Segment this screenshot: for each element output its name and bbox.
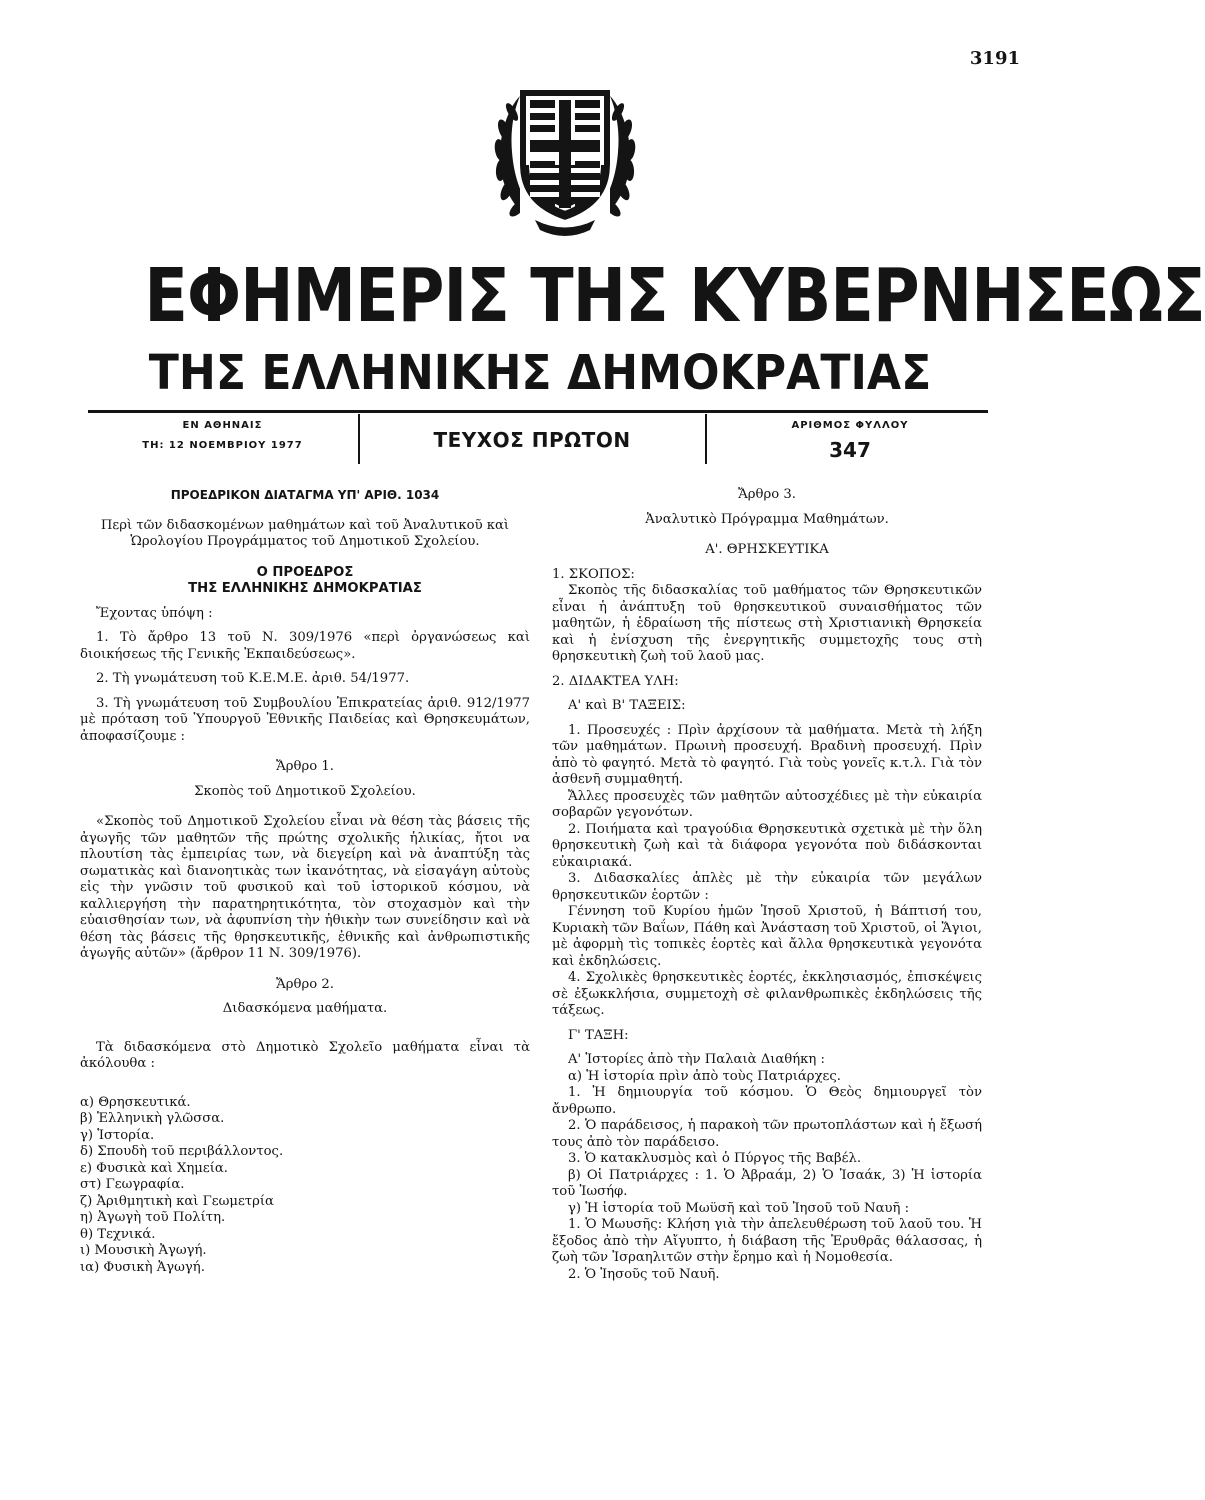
- ab-item-3b: Γέννηση τοῦ Κυρίου ἡμῶν Ἰησοῦ Χριστοῦ, ἡ Βάπτισή του, Κυριακὴ τῶν Βαΐων, Πάθη καὶ Ἀνάσταση τοῦ Χριστοῦ, οἱ Ἅγιοι, μὲ ἀφορμὴ τὶς τοπικὲς ἑορτὲς καὶ ἄλλα θρησκευτικὰ γεγονότα καὶ ἐκδηλώσεις.: [552, 904, 982, 969]
- list-item: θ) Τεχνικά.: [80, 1226, 156, 1242]
- c-item-a2: 2. Ὁ παράδεισος, ἡ παρακοὴ τῶν πρωτοπλάστων καὶ ἡ ἔξωσή τους ἀπὸ τὸν παράδεισο.: [552, 1118, 982, 1150]
- class-c-heading: Γ' ΤΑΞΗ:: [568, 1027, 629, 1043]
- considering-item-1: 1. Τὸ ἄρθρο 13 τοῦ Ν. 309/1976 «περὶ ὀργανώσεως καὶ διοικήσεως τῆς Γενικῆς Ἐκπαιδεύσεως».: [80, 630, 530, 662]
- ab-item-2: 2. Ποιήματα καὶ τραγούδια Θρησκευτικὰ σχετικὰ μὲ τὴν ὅλη θρησκευτικὴ ζωὴ καὶ τὰ διάφορα γεγονότα ποὺ διδάσκονται εὐκαιριακά.: [552, 821, 982, 870]
- c-intro: Α' Ἱστορίες ἀπὸ τὴν Παλαιὰ Διαθήκη :: [568, 1052, 825, 1067]
- c-item-a1: 1. Ἡ δημιουργία τοῦ κόσμου. Ὁ Θεὸς δημιουργεῖ τὸν ἄνθρωπο.: [552, 1085, 982, 1117]
- purpose-text: Σκοπὸς τῆς διδασκαλίας τοῦ μαθήματος τῶν Θρησκευτικῶν εἶναι ἡ ἀνάπτυξη τοῦ θρησκευτικοῦ συναισθήματος τῶν μαθητῶν, ἡ ἑδραίωση τῆς πίστεως στὴ Χριστιανικὴ Θρησκεία καὶ ἡ ἐνίσχυση τῆς ἐνεργητικῆς συμμετοχῆς τους στὴ θρησκευτικὴ ζωὴ τοῦ λαοῦ μας.: [552, 583, 982, 664]
- header-divider: [705, 414, 707, 464]
- header-divider: [358, 414, 360, 464]
- decree-title: ΠΡΟΕΔΡΙΚΟΝ ΔΙΑΤΑΓΜΑ ΥΠ' ΑΡΙΘ. 1034: [170, 488, 440, 502]
- article-3-heading: Ἄρθρο 3.: [738, 487, 796, 502]
- classes-ab-heading: Α' καὶ Β' ΤΑΞΕΙΣ:: [568, 698, 686, 713]
- article-2-title: Διδασκόμενα μαθήματα.: [222, 1001, 388, 1016]
- considering: Ἔχοντας ὑπόψη :: [96, 605, 213, 621]
- left-column: [80, 487, 530, 1276]
- list-item: ζ) Ἀριθμητικὴ καὶ Γεωμετρία: [80, 1193, 274, 1209]
- header-date: ΤΗ: 12 ΝΟΕΜΒΡΙΟΥ 1977: [142, 440, 303, 451]
- purpose-heading: 1. ΣΚΟΠΟΣ:: [552, 566, 635, 582]
- header-sheet-number: 347: [829, 438, 871, 462]
- list-item: δ) Σπουδὴ τοῦ περιβάλλοντος.: [80, 1144, 284, 1159]
- decree-subject: Περὶ τῶν διδασκομένων μαθημάτων καὶ τοῦ Ἀναλυτικοῦ καὶ Ὡρολογίου Προγράμματος τοῦ Δημοτικοῦ Σχολείου.: [100, 517, 510, 549]
- article-1-title: Σκοπὸς τοῦ Δημοτικοῦ Σχολείου.: [194, 783, 416, 799]
- list-item: β) Ἑλληνικὴ γλῶσσα.: [80, 1111, 225, 1126]
- masthead-subtitle: ΤΗΣ ΕΛΛΗΝΙΚΗΣ ΔΗΜΟΚΡΑΤΙΑΣ: [148, 345, 932, 401]
- c-item-c2: 2. Ὁ Ἰησοῦς τοῦ Ναυῆ.: [568, 1266, 720, 1282]
- ab-item-4: 4. Σχολικὲς θρησκευτικὲς ἑορτές, ἐκκλησιασμός, ἐπισκέψεις σὲ ἐξωκκλήσια, συμμετοχὴ σὲ φιλανθρωπικὲς ἐκδηλώσεις τῆς τάξεως.: [552, 970, 982, 1018]
- list-item: ι) Μουσικὴ Ἀγωγή.: [80, 1243, 207, 1258]
- list-item: στ) Γεωγραφία.: [80, 1177, 185, 1192]
- c-item-c1: 1. Ὁ Μωυσῆς: Κλήση γιὰ τὴν ἀπελευθέρωση τοῦ λαοῦ του. Ἡ ἔξοδος ἀπὸ τὴν Αἴγυπτο, ἡ διάβαση τῆς Ἐρυθρᾶς θάλασσας, ἡ ζωὴ τῶν Ἰσραηλιτῶν στὴν ἔρημο καὶ ἡ Νομοθεσία.: [552, 1217, 982, 1265]
- list-item: α) Θρησκευτικά.: [80, 1094, 191, 1110]
- header-rule: [88, 410, 988, 413]
- ab-item-1b: Ἄλλες προσευχὲς τῶν μαθητῶν αὐτοσχέδιες μὲ τὴν εὐκαιρία σοβαρῶν γεγονότων.: [552, 788, 982, 820]
- c-item-a: α) Ἡ ἱστορία πρὶν ἀπὸ τοὺς Πατριάρχες.: [568, 1068, 841, 1084]
- section-a-heading: Α'. ΘΡΗΣΚΕΥΤΙΚΑ: [705, 542, 829, 557]
- page-number: 3191: [969, 48, 1020, 69]
- c-item-a3: 3. Ὁ κατακλυσμὸς καὶ ὁ Πύργος τῆς Βαβέλ.: [568, 1151, 862, 1166]
- header-sheet-label: ΑΡΙΘΜΟΣ ΦΥΛΛΟΥ: [791, 420, 909, 431]
- header-issue: ΤΕΥΧΟΣ ΠΡΩΤΟΝ: [433, 428, 631, 452]
- president-line-1: Ο ΠΡΟΕΔΡΟΣ: [256, 564, 354, 580]
- subjects-list: [80, 1095, 530, 1277]
- right-column: [552, 487, 982, 1283]
- article-2-heading: Ἄρθρο 2.: [276, 976, 334, 992]
- masthead-title: ΕΦΗΜΕΡΙΣ ΤΗΣ ΚΥΒΕΡΝΗΣΕΩΣ: [144, 253, 1205, 339]
- article-2-intro: Τὰ διδασκόμενα στὸ Δημοτικὸ Σχολεῖο μαθήματα εἶναι τὰ ἀκόλουθα :: [80, 1039, 530, 1071]
- president-line-2: ΤΗΣ ΕΛΛΗΝΙΚΗΣ ΔΗΜΟΚΡΑΤΙΑΣ: [188, 581, 422, 596]
- ab-item-3: 3. Διδασκαλίες ἁπλὲς μὲ τὴν εὐκαιρία τῶν μεγάλων θρησκευτικῶν ἑορτῶν :: [552, 871, 982, 903]
- list-item: ε) Φυσικὰ καὶ Χημεία.: [80, 1160, 228, 1176]
- header-place: ΕΝ ΑΘΗΝΑΙΣ: [182, 420, 263, 431]
- considering-item-2: 2. Τὴ γνωμάτευση τοῦ Κ.Ε.Μ.Ε. ἀριθ. 54/1977.: [96, 671, 410, 686]
- ab-item-1: 1. Προσευχές : Πρὶν ἀρχίσουν τὰ μαθήματα. Μετὰ τὴ λήξη τῶν μαθημάτων. Πρωινὴ προσευχή. Βραδινὴ προσευχή. Πρὶν ἀπὸ τὸ φαγητό. Μετὰ τὸ φαγητό. Γιὰ τοὺς γονεῖς κ.τ.λ. Γιὰ τὸν ἀσθενῆ συμμαθητή.: [552, 722, 982, 787]
- article-1-text: «Σκοπὸς τοῦ Δημοτικοῦ Σχολείου εἶναι νὰ θέση τὰς βάσεις τῆς ἀγωγῆς τῶν μαθητῶν τῆς πρώτης σχολικῆς ἡλικίας, ἤτοι να πλουτίση τὰς ἐμπειρίας των, νὰ διεγείρη καὶ νὰ ἀναπτύξη τὰς σωματικὰς καὶ διανοητικὰς των ἱκανότητας, νὰ εἰσαγάγη αὐτοὺς εἰς τὴν γνῶσιν τοῦ φυσικοῦ καὶ τοῦ ἱστορικοῦ κόσμου, νὰ καλλιεργήση τὴν παρατηρητικότητα, τὸν στοχασμὸν καὶ τὴν εὐαισθησίαν των, νὰ ἀφυπνίση τὴν ἠθικὴν των συνείδησιν καὶ νὰ θέση τὰς βάσεις τῆς θρησκευτικῆς, ἐθνικῆς καὶ ἀνθρωπιστικῆς ἀγωγῆς αὐτῶν» (ἄρθρον 11 Ν. 309/1976).: [80, 814, 530, 961]
- article-3-title: Ἀναλυτικὸ Πρόγραμμα Μαθημάτων.: [645, 511, 889, 527]
- considering-item-3: 3. Τὴ γνωμάτευση τοῦ Συμβουλίου Ἐπικρατείας ἀριθ. 912/1977 μὲ πρόταση τοῦ Ὑπουργοῦ Ἐθνικῆς Παιδείας καὶ Θρησκευμάτων, ἀποφασίζουμε :: [80, 695, 530, 744]
- c-item-b: β) Οἱ Πατριάρχες : 1. Ὁ Ἀβραάμ, 2) Ὁ Ἰσαάκ, 3) Ἡ ἱστορία τοῦ Ἰωσήφ.: [552, 1167, 982, 1199]
- list-item: γ) Ἱστορία.: [80, 1127, 155, 1143]
- list-item: ια) Φυσικὴ Ἀγωγή.: [80, 1259, 205, 1275]
- article-1-heading: Ἄρθρο 1.: [276, 759, 334, 774]
- list-item: η) Ἀγωγὴ τοῦ Πολίτη.: [80, 1210, 226, 1225]
- c-item-c: γ) Ἡ ἱστορία τοῦ Μωϋσῆ καὶ τοῦ Ἰησοῦ τοῦ Ναυῆ :: [568, 1200, 910, 1216]
- material-heading: 2. ΔΙΔΑΚΤΕΑ ΥΛΗ:: [552, 673, 679, 689]
- greek-coat-of-arms-icon: [490, 70, 640, 245]
